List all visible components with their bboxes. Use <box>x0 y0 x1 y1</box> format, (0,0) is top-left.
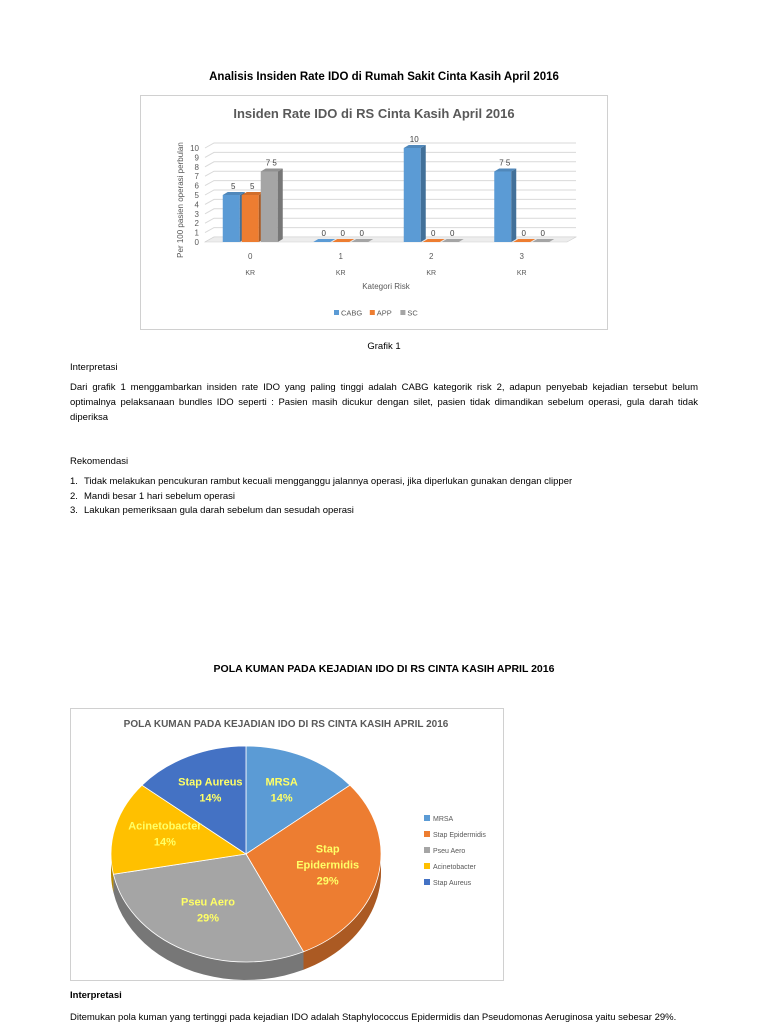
pie-data-label: 29% <box>316 875 339 888</box>
pie-legend-swatch <box>424 847 430 853</box>
recommendation-list <box>70 476 710 520</box>
bar-cabg-cat-3 <box>494 172 511 243</box>
bar-chart-container <box>140 95 608 330</box>
data-label: 5 <box>250 182 255 191</box>
pie-chart-container <box>70 708 504 981</box>
data-label: 7 5 <box>265 158 277 168</box>
pie-data-label: Pseu Aero <box>180 896 236 909</box>
pie-legend-swatch <box>424 863 430 869</box>
x-tick-sublabel: KR <box>245 270 256 277</box>
legend-swatch-sc <box>400 310 405 315</box>
pie-legend-swatch <box>424 831 430 837</box>
interpretation-heading-2: Interpretasi <box>70 990 122 1001</box>
y-tick-label: 5 <box>194 191 199 200</box>
list-number: 1. <box>70 476 78 487</box>
pie-legend-swatch <box>424 815 430 821</box>
bar-sc-cat-0 <box>261 172 278 243</box>
bar-app-cat-0 <box>242 195 259 242</box>
legend-swatch-cabg <box>334 310 339 315</box>
gridline <box>205 181 576 186</box>
gridline <box>205 171 576 176</box>
list-text: Mandi besar 1 hari sebelum operasi <box>84 490 236 502</box>
pie-data-label: 14% <box>199 792 222 805</box>
data-label: 10 <box>409 135 419 144</box>
chart-title: Insiden Rate IDO di RS Cinta Kasih April 2016 <box>233 106 515 121</box>
chart-caption-1: Grafik 1 <box>367 341 401 352</box>
pie-data-label: Stap Aureus <box>178 776 243 789</box>
pie-chart <box>71 709 503 980</box>
pie-data-label: 14% <box>270 792 293 805</box>
list-item <box>70 476 710 491</box>
bar-chart <box>141 96 607 329</box>
data-label: 0 <box>450 229 455 238</box>
pie-data-label: MRSA <box>265 776 298 789</box>
data-label: 0 <box>359 229 364 238</box>
data-label: 0 <box>321 229 326 238</box>
pie-legend-label: Stap Epidermidis <box>433 832 486 839</box>
data-label: 0 <box>521 229 526 238</box>
y-tick-label: 2 <box>194 219 199 229</box>
data-label: 0 <box>431 229 436 238</box>
y-tick-label: 0 <box>194 238 199 247</box>
y-tick-label: 8 <box>194 162 199 172</box>
bar-cabg-cat-0 <box>223 195 240 242</box>
y-tick-label: 7 <box>194 172 199 182</box>
interpretation-text-2: Ditemukan pola kuman yang tertinggi pada kejadian IDO adalah Staphylococcus Epidermidis dan Pseudomonas Aeruginosa yaitu sebesar 29%. <box>70 1012 677 1023</box>
x-tick-label: 1 <box>338 252 343 261</box>
legend-label-app: APP <box>376 308 392 318</box>
bar-cabg-cat-2 <box>404 148 421 242</box>
y-tick-label: 1 <box>194 228 199 238</box>
pie-title: POLA KUMAN PADA KEJADIAN IDO DI RS CINTA KASIH APRIL 2016 <box>123 719 449 730</box>
y-axis-label: Per 100 pasien operasi perbulan <box>176 142 185 258</box>
document-title-2: POLA KUMAN PADA KEJADIAN IDO DI RS CINTA KASIH APRIL 2016 <box>213 663 555 675</box>
gridline <box>205 152 576 157</box>
y-tick-label: 6 <box>194 181 199 191</box>
pie-data-label: Epidermidis <box>296 859 360 872</box>
list-number: 3. <box>70 505 78 516</box>
pie-data-label: Acinetobacter <box>128 820 202 833</box>
gridline <box>205 162 576 167</box>
legend-swatch-app <box>370 310 375 315</box>
pie-legend-label: MRSA <box>433 816 454 823</box>
recommendation-heading: Rekomendasi <box>70 456 129 467</box>
y-tick-label: 3 <box>194 209 199 219</box>
x-tick-sublabel: KR <box>426 270 437 277</box>
x-tick-label: 2 <box>429 252 434 261</box>
interpretation-heading-1: Interpretasi <box>70 362 118 373</box>
y-tick-label: 10 <box>190 144 199 153</box>
x-tick-label: 3 <box>519 252 524 261</box>
data-label: 0 <box>340 229 345 238</box>
pie-legend-swatch <box>424 879 430 885</box>
list-text: Lakukan pemeriksaan gula darah sebelum dan sesudah operasi <box>84 505 354 516</box>
pie-data-label: 29% <box>196 912 220 925</box>
data-label: 7 5 <box>499 158 511 168</box>
list-text: Tidak melakukan pencukuran rambut kecuali mengganggu jalannya operasi, jika diperlukan gunakan dengan clipper <box>84 476 573 487</box>
y-tick-label: 9 <box>194 153 199 163</box>
gridline <box>205 143 576 148</box>
pie-legend-label: Pseu Aero <box>433 848 466 855</box>
data-label: 5 <box>231 182 236 191</box>
bar-side <box>278 169 283 243</box>
pie-legend-label: Stap Aureus <box>433 880 472 887</box>
x-tick-label: 0 <box>248 252 253 261</box>
x-tick-sublabel: KR <box>516 270 527 277</box>
bar-side <box>511 169 516 243</box>
list-item <box>70 505 710 520</box>
x-axis-label: Kategori Risk <box>362 282 410 291</box>
bar-side <box>421 145 426 242</box>
pie-legend-label: Acinetobacter <box>433 864 476 871</box>
list-item <box>70 491 710 506</box>
x-tick-sublabel: KR <box>335 270 346 277</box>
data-label: 0 <box>540 229 545 238</box>
interpretation-text-1: Dari grafik 1 menggambarkan insiden rate IDO yang paling tinggi adalah CABG kategorik risk 2, adapun penyebab kejadian tersebut belum optimalnya pelaksanaan bundles IDO seperti : Pasien masih dicukur dengan silet, pasien tidak dimandikan sebelum operasi, gula darah tidak diperiksa <box>70 382 698 423</box>
legend-label-sc: SC <box>407 308 418 318</box>
y-tick-label: 4 <box>194 200 199 210</box>
pie-data-label: Stap <box>315 843 340 856</box>
pie-data-label: 14% <box>153 836 176 849</box>
legend-label-cabg: CABG <box>341 308 363 318</box>
document-title-1: Analisis Insiden Rate IDO di Rumah Sakit Cinta Kasih April 2016 <box>209 71 559 83</box>
list-number: 2. <box>70 490 78 502</box>
